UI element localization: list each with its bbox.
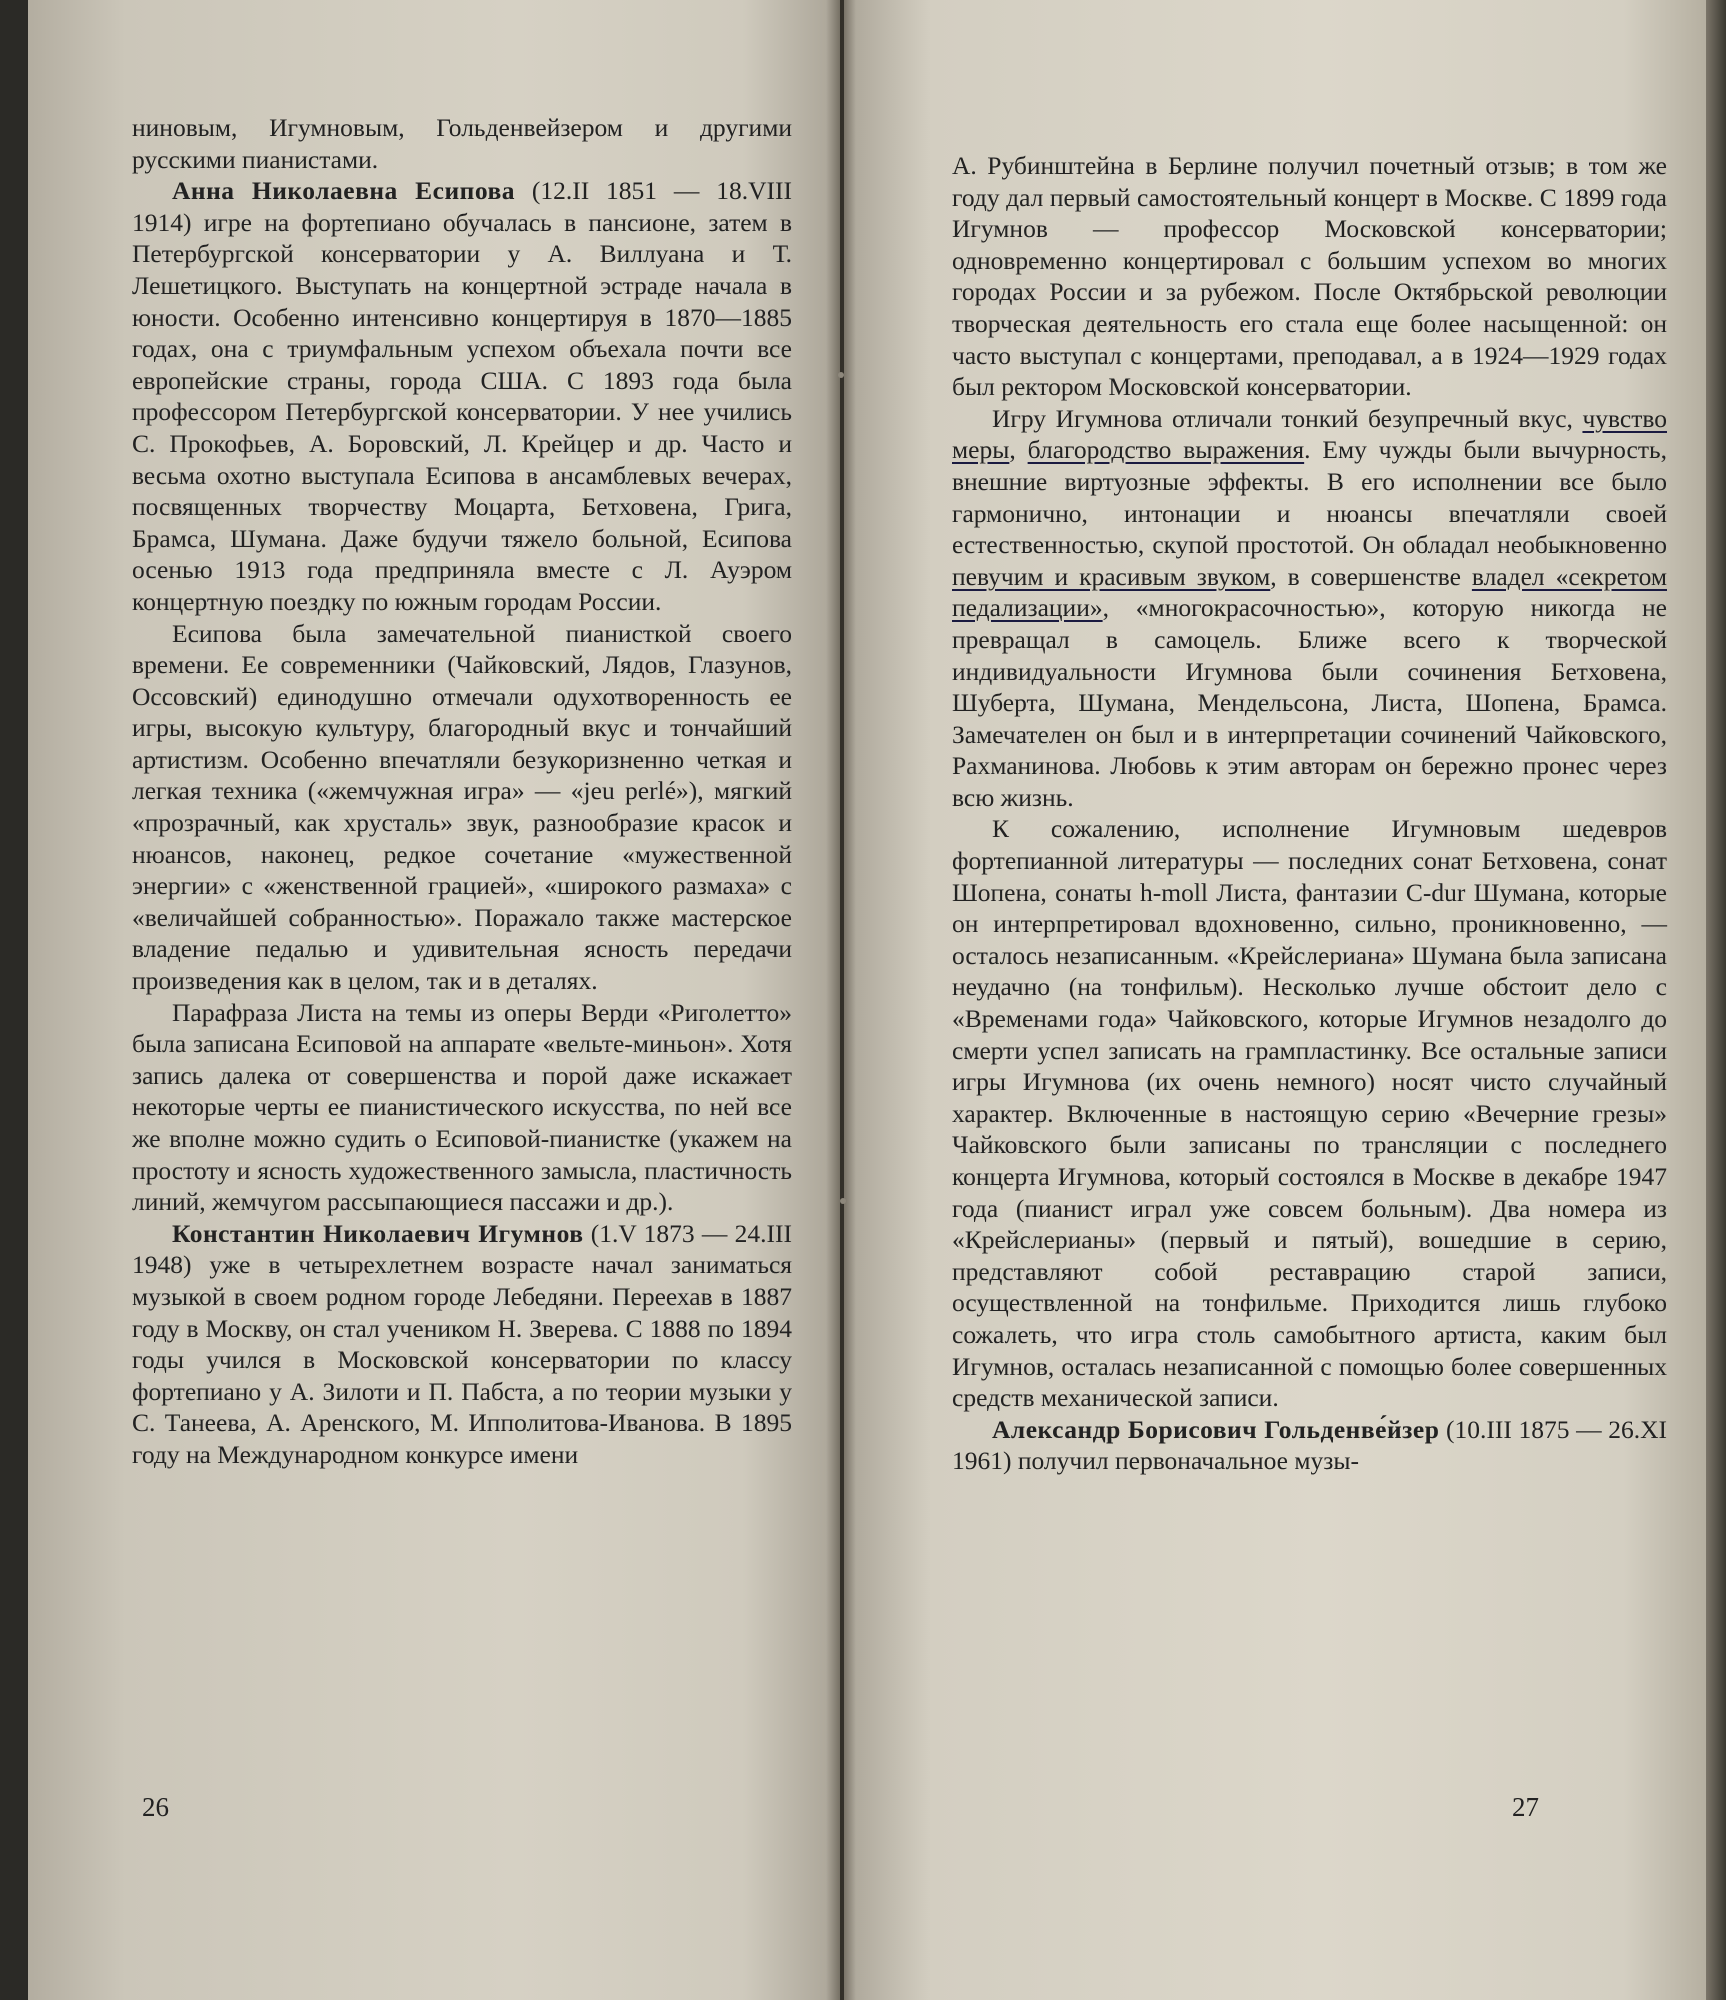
paragraph: К сожалению, исполнение Игумновым шедевров фортепианной литературы — последних сонат Бетховена, сонат Шопена, сонаты h-moll Листа, фантазии C-dur Шумана, которые он интерпретировал вдохновенно, сильно, проникновенно, — осталось незаписанным. «Крейслериана» Шумана была записана неудачно (на тонфильм). Несколько лучше обстоит дело с «Временами года» Чайковского, которые Игумнов незадолго до смерти успел записать на грампластинку. Все остальные записи игры Игумнова (их очень немного) носят чисто случайный характер. Включенные в настоящую серию «Вечерние грезы» Чайковского были записаны по трансляции с последнего концерта Игумнова, который состоялся в Москве в декабре 1947 года (пианист играл уже совсем больным). Два номера из «Крейслерианы» (первый и пятый), вошедшие в серию, представляют собой реставрацию старой записи, осуществленной на тонфильме. Приходится лишь глубоко сожалеть, что игра столь самобытного артиста, каким был Игумнов, осталась незаписанной с помощью более совершенных средств механической записи.: [952, 814, 1667, 1413]
staple-hole: [840, 1198, 846, 1204]
book-gutter: [826, 0, 856, 2000]
person-name: Анна Николаевна Есипова: [172, 176, 515, 206]
page-edge: [1706, 0, 1726, 2000]
right-page: [844, 0, 1710, 2000]
paragraph-igumnov-bio: Константин Николаевич Игумнов (1.V 1873 — 24.III 1948) уже в четырехлетнем возрасте начал заниматься музыкой в своем родном городе Лебедяни. Переехав в 1887 году в Москву, он стал учеником Н. Зверева. С 1888 по 1894 годы учился в Московской консерватории по классу фортепиано у А. Зилоти и П. Пабста, а по теории музыки у С. Танеева, А. Аренского, М. Ипполитова-Иванова. В 1895 году на Международном конкурсе имени: [132, 1218, 792, 1469]
left-page: [28, 0, 840, 2000]
pen-underline: певучим и красивым звуком: [952, 561, 1271, 591]
paragraph-igumnov-style: Игру Игумнова отличали тонкий безупречный вкус, чувство меры, благородство выражения. Ему чужды были вычурность, внешние виртуозные эффекты. В его исполнении все было гармонично, интонации и нюансы впечатляли своей естественностью, скупой простотой. Он обладал необыкновенно певучим и красивым звуком, в совершенстве владел «секретом педализации», «многокрасочностью», которую никогда не превращал в самоцель. Ближе всего к творческой индивидуальности Игумнова были сочинения Бетховена, Шуберта, Шумана, Мендельсона, Листа, Шопена, Брамса. Замечателен он был и в интерпретации сочинений Чайковского, Рахманинова. Любовь к этим авторам он бережно пронес через всю жизнь.: [952, 403, 1668, 812]
person-name: Константин Николаевич Игумнов: [172, 1218, 584, 1248]
paragraph-goldenweiser-bio: Александр Борисович Гольденве́йзер (10.III 1875 — 26.XI 1961) получил первоначальное музы-: [952, 1414, 1668, 1476]
paragraph: Есипова была замечательной пианисткой своего времени. Ее современники (Чайковский, Лядов, Глазунов, Оссовский) единодушно отмечали одухотворенность ее игры, высокую культуру, благородный вкус и тончайший артистизм. Особенно впечатляли безукоризненно четкая и легкая техника («жемчужная игра» — «jeu perlé»), мягкий «прозрачный, как хрусталь» звук, разнообразие красок и нюансов, наконец, редкое сочетание «мужественной энергии» с «женственной грацией», «широкого размаха» с «величайшей собранностью». Поражало также мастерское владение педалью и удивительная ясность передачи произведения как в целом, так и в деталях.: [132, 618, 792, 996]
right-page-text: [952, 150, 1667, 1477]
paragraph: Парафраза Листа на темы из оперы Верди «Риголетто» была записана Есиповой на аппарате «вельте-миньон». Хотя запись далека от совершенства и порой даже искажает некоторые черты ее пианистического искусства, по ней все же вполне можно судить о Есиповой-пианистке (укажем на простоту и ясность художественного замысла, пластичность линий, жемчугом рассыпающиеся пассажи и др.).: [132, 997, 792, 1217]
page-number: 26: [142, 1792, 169, 1822]
pen-underline: чувство меры: [952, 403, 1667, 465]
paragraph-esipova-bio: Анна Николаевна Есипова (12.II 1851 — 18.VIII 1914) игре на фортепиано обучалась в пансионе, затем в Петербургской консерватории у А. Виллуана и Т. Лешетицкого. Выступать на концертной эстраде начала в юности. Особенно интенсивно концертируя в 1870—1885 годах, она с триумфальным успехом объехала почти все европейские страны, города США. С 1893 года была профессором Петербургской консерватории. У нее учились С. Прокофьев, А. Боровский, Л. Крейцер и др. Часто и весьма охотно выступала Есипова в ансамблевых вечерах, посвященных творчеству Моцарта, Бетховена, Грига, Брамса, Шумана. Даже будучи тяжело больной, Есипова осенью 1913 года предприняла вместе с Л. Ауэром концертную поездку по южным городам России.: [132, 176, 792, 616]
left-page-text: [132, 112, 792, 1471]
page-number: 27: [1512, 1792, 1539, 1822]
pen-underline: владел «секретом педализации»: [952, 561, 1667, 623]
paragraph: А. Рубинштейна в Берлине получил почетный отзыв; в том же году дал первый самостоятельный концерт в Москве. С 1899 года Игумнов — профессор Московской консерватории; одновременно концертировал с большим успехом во многих городах России и за рубежом. После Октябрьской революции творческая деятельность его стала еще более насыщенной: он часто выступал с концертами, преподавал, а в 1924—1929 годах был ректором Московской консерватории.: [952, 151, 1667, 402]
paragraph: ниновым, Игумновым, Гольденвейзером и другими русскими пианистами.: [132, 113, 792, 174]
pen-underline: благородство выражения: [1027, 435, 1305, 465]
person-name: Александр Борисович Гольденве́йзер: [992, 1414, 1440, 1444]
staple-hole: [838, 372, 844, 378]
